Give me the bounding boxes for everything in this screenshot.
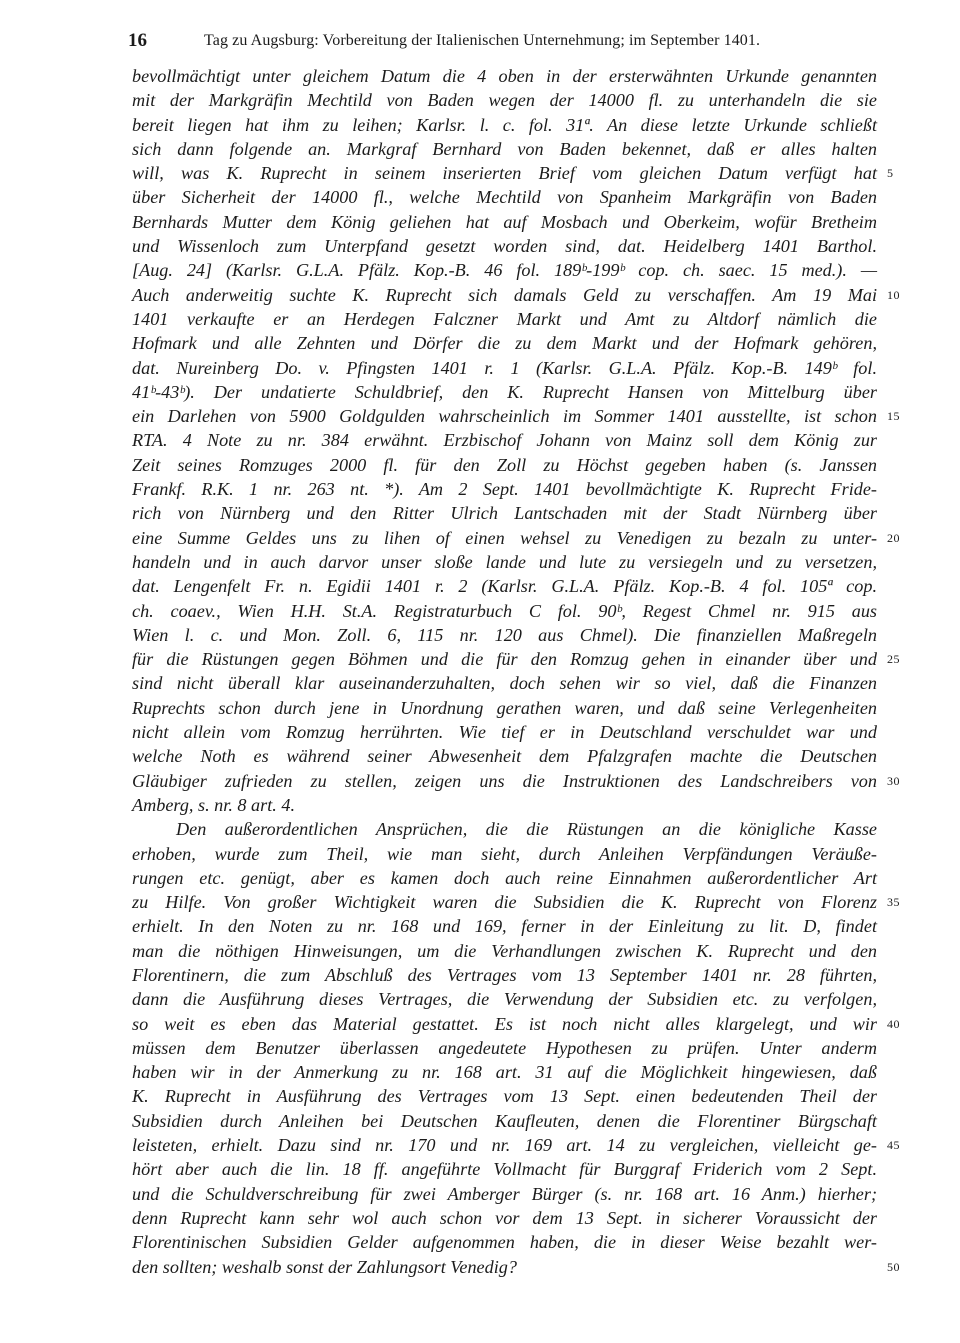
text-line xyxy=(132,331,877,355)
line-text: 41ᵇ-43ᵇ). Der undatierte Schuldbrief, den K. Ruprecht Hansen von Mittelburg über xyxy=(132,381,877,402)
line-text: und Wissenloch zum Unterpfand gesetzt worden sind, dat. Heidelberg 1401 Barthol. xyxy=(132,236,877,257)
text-line xyxy=(132,477,877,501)
text-line xyxy=(132,185,877,209)
text-line xyxy=(132,1206,877,1230)
line-text: Gläubiger zufrieden zu stellen, zeigen uns die Instruktionen des Landschreibers von xyxy=(132,770,877,791)
line-number: 25 xyxy=(887,652,900,667)
line-text: Florentinischen Subsidien Gelder aufgenommen haben, die in dieser Weise bezahlt wer- xyxy=(132,1232,877,1253)
text-line xyxy=(132,161,894,185)
body-text xyxy=(132,64,900,1279)
line-text: will, was K. Ruprecht in seinem inserierten Brief vom gleichen Datum verfügt hat xyxy=(132,163,877,184)
line-text: bereit liegen hat ihm zu leihen; Karlsr. l. c. fol. 31ª. An diese letzte Urkunde schließt xyxy=(132,114,877,135)
text-line xyxy=(132,113,877,137)
line-text: so weit es eben das Material gestattet. Es ist noch nicht alles klargelegt, und wir xyxy=(132,1013,877,1034)
text-line xyxy=(132,987,877,1011)
text-line xyxy=(132,647,900,671)
line-text: K. Ruprecht in Ausführung des Vertrages vom 13 Sept. einen bedeutenden Theil der xyxy=(132,1086,877,1107)
text-line xyxy=(132,1133,900,1157)
line-text: erhoben, wurde zum Theil, wie man sieht, durch Anleihen Verpfändungen Veräuße- xyxy=(132,843,877,864)
text-line xyxy=(132,1255,900,1279)
line-text: welche Noth es während seiner Abwesenheit dem Pfalzgrafen machte die Deutschen xyxy=(132,746,877,767)
line-text: haben wir in der Anmerkung zu nr. 168 art. 31 auf die Möglichkeit hingewiesen, daß xyxy=(132,1062,877,1083)
text-line xyxy=(132,356,877,380)
line-text: dat. Lengenfelt Fr. n. Egidii 1401 r. 2 (Karlsr. G.L.A. Pfälz. Kop.-B. 4 fol. 105ª cop. xyxy=(132,576,877,597)
text-line xyxy=(132,1157,877,1181)
line-text: dann die Ausführung dieses Vertrages, die Verwendung der Subsidien etc. zu verfolgen, xyxy=(132,989,877,1010)
line-text: Amberg, s. nr. 8 art. 4. xyxy=(132,794,296,815)
text-line xyxy=(132,64,877,88)
line-text: Frankf. R.K. 1 nr. 263 nt. *). Am 2 Sept. 1401 bevollmächtigte K. Ruprecht Fride- xyxy=(132,479,877,500)
line-text: mit der Markgräfin Mechtild von Baden wegen der 14000 fl. zu unterhandeln die sie xyxy=(132,90,877,111)
text-line xyxy=(132,1060,877,1084)
line-text: dat. Nureinberg Do. v. Pfingsten 1401 r. 1 (Karlsr. G.L.A. Pfälz. Kop.-B. 149ᵇ fol. xyxy=(132,357,877,378)
page-number: 16 xyxy=(128,30,147,51)
line-number: 40 xyxy=(887,1016,900,1031)
line-number: 35 xyxy=(887,895,900,910)
line-text: ch. coaev., Wien H.H. St.A. Registraturbuch C fol. 90ᵇ, Regest Chmel nr. 915 aus xyxy=(132,600,877,621)
text-line xyxy=(132,453,877,477)
text-line xyxy=(132,574,877,598)
text-line xyxy=(132,137,877,161)
line-text: rich von Nürnberg und den Ritter Ulrich Lantschaden mit der Stadt Nürnberg über xyxy=(132,503,877,524)
text-line xyxy=(132,1012,900,1036)
text-line xyxy=(132,380,877,404)
line-text: über Sicherheit der 14000 fl., welche Mechtild von Spanheim Markgräfin von Baden xyxy=(132,187,877,208)
line-text: für die Rüstungen gegen Böhmen und die für den Romzug gehen in einander über und xyxy=(132,649,877,670)
line-text: zu Hilfe. Von großer Wichtigkeit waren die Subsidien die K. Ruprecht von Florenz xyxy=(132,892,877,913)
line-text: Zeit seines Romzuges 2000 fl. für den Zoll zu Höchst gegeben haben (s. Janssen xyxy=(132,454,877,475)
line-text: nicht allein vom Romzug herrührten. Wie tief er in Deutschland verschuldet war und xyxy=(132,722,877,743)
text-line xyxy=(132,963,877,987)
text-line xyxy=(132,234,877,258)
line-text: sich dann folgende an. Markgraf Bernhard von Baden bekennet, daß er alles halten xyxy=(132,138,877,159)
line-text: handeln und in auch darvor unser sloße lande und lute zu versiegeln und zu versetzen, xyxy=(132,551,877,572)
line-text: eine Summe Geldes uns zu lihen of einen wehsel zu Venedigen zu bezaln zu unter- xyxy=(132,527,877,548)
line-text: leisteten, erhielt. Dazu sind nr. 170 und nr. 169 art. 14 zu vergleichen, vielleicht ge- xyxy=(132,1135,877,1156)
line-text: hört aber auch die lin. 18 ff. angeführte Vollmacht für Burggraf Friderich vom 2 Sept. xyxy=(132,1159,877,1180)
line-number: 20 xyxy=(887,530,900,545)
text-line xyxy=(132,258,877,282)
text-line xyxy=(132,1109,877,1133)
line-text: RTA. 4 Note zu nr. 384 erwähnt. Erzbischof Johann von Mainz soll dem König zur xyxy=(132,430,877,451)
text-line xyxy=(132,914,877,938)
line-text: sind nicht überall klar auseinanderzuhalten, doch sehen wir so viel, daß die Finanzen xyxy=(132,673,877,694)
line-text: müssen dem Benutzer überlassen angedeutete Hypothesen zu prüfen. Unter anderm xyxy=(132,1037,877,1058)
text-line xyxy=(132,744,877,768)
line-number: 15 xyxy=(887,409,900,424)
line-text: Hofmark und alle Zehnten und Dörfer die zu dem Markt und der Hofmark gehören, xyxy=(132,333,877,354)
text-line xyxy=(132,88,877,112)
line-text: denn Ruprecht kann sehr wol auch schon vor dem 13 Sept. in sicherer Voraussicht der xyxy=(132,1207,877,1228)
line-number: 50 xyxy=(887,1259,900,1274)
line-text: Auch anderweitig suchte K. Ruprecht sich damals Geld zu verschaffen. Am 19 Mai xyxy=(132,284,877,305)
text-line xyxy=(132,939,877,963)
text-line xyxy=(132,599,877,623)
text-line xyxy=(132,671,877,695)
text-line xyxy=(132,720,877,744)
line-text: Florentinern, die zum Abschluß des Vertrages vom 13 September 1401 nr. 28 führten, xyxy=(132,964,877,985)
line-text: Ruprechts schon durch jene in Unordnung gerathen waren, und daß seine Verlegenheiten xyxy=(132,697,877,718)
line-text: man die nöthigen Hinweisungen, um die Verhandlungen zwischen K. Ruprecht und den xyxy=(132,940,877,961)
text-line xyxy=(132,283,900,307)
text-line xyxy=(132,526,900,550)
text-line xyxy=(132,307,877,331)
line-number: 10 xyxy=(887,287,900,302)
line-text: erhielt. In den Noten zu nr. 168 und 169, ferner in der Einleitung zu lit. D, findet xyxy=(132,916,877,937)
text-line xyxy=(132,890,900,914)
line-text: und die Schuldverschreibung für zwei Amberger Bürger (s. nr. 168 art. 16 Anm.) hierher; xyxy=(132,1183,877,1204)
text-line xyxy=(132,1036,877,1060)
line-text: bevollmächtigt unter gleichem Datum die 4 oben in der ersterwähnten Urkunde genannten xyxy=(132,66,877,86)
text-line xyxy=(132,550,877,574)
text-line xyxy=(132,817,877,841)
text-line xyxy=(132,501,877,525)
text-line xyxy=(132,1084,877,1108)
line-text: ein Darlehen von 5900 Goldgulden wahrscheinlich im Sommer 1401 ausstellte, ist schon xyxy=(132,406,877,427)
line-number: 5 xyxy=(887,166,894,181)
text-line xyxy=(132,793,877,817)
line-number: 30 xyxy=(887,773,900,788)
line-text: Subsidien durch Anleihen bei Deutschen Kaufleuten, denen die Florentiner Bürgschaft xyxy=(132,1110,877,1131)
text-line xyxy=(132,769,900,793)
text-line xyxy=(132,404,900,428)
text-line xyxy=(132,842,877,866)
text-line xyxy=(132,1230,877,1254)
line-text: rungen etc. genügt, aber es kamen doch auch reine Einnahmen außerordentlicher Art xyxy=(132,867,877,888)
line-text: Bernhards Mutter dem König geliehen hat auf Mosbach und Oberkeim, wofür Bretheim xyxy=(132,211,877,232)
text-line xyxy=(132,1182,877,1206)
text-line xyxy=(132,623,877,647)
text-line xyxy=(132,210,877,234)
line-text: Den außerordentlichen Ansprüchen, die die Rüstungen an die königliche Kasse xyxy=(176,819,877,840)
running-header xyxy=(128,30,888,56)
line-text: 1401 verkaufte er an Herdegen Falczner Markt und Amt zu Altdorf nämlich die xyxy=(132,308,877,329)
text-line xyxy=(132,866,877,890)
line-text: [Aug. 24] (Karlsr. G.L.A. Pfälz. Kop.-B. 46 fol. 189ᵇ-199ᵇ cop. ch. saec. 15 med.). — xyxy=(132,260,877,281)
line-text: den sollten; weshalb sonst der Zahlungsort Venedig? xyxy=(132,1256,517,1277)
line-text: Wien l. c. und Mon. Zoll. 6, 115 nr. 120 aus Chmel). Die finanziellen Maßregeln xyxy=(132,624,877,645)
text-line xyxy=(132,428,877,452)
text-line xyxy=(132,696,877,720)
line-number: 45 xyxy=(887,1138,900,1153)
running-head-title: Tag zu Augsburg: Vorbereitung der Italienischen Unternehmung; im September 1401. xyxy=(204,32,761,49)
